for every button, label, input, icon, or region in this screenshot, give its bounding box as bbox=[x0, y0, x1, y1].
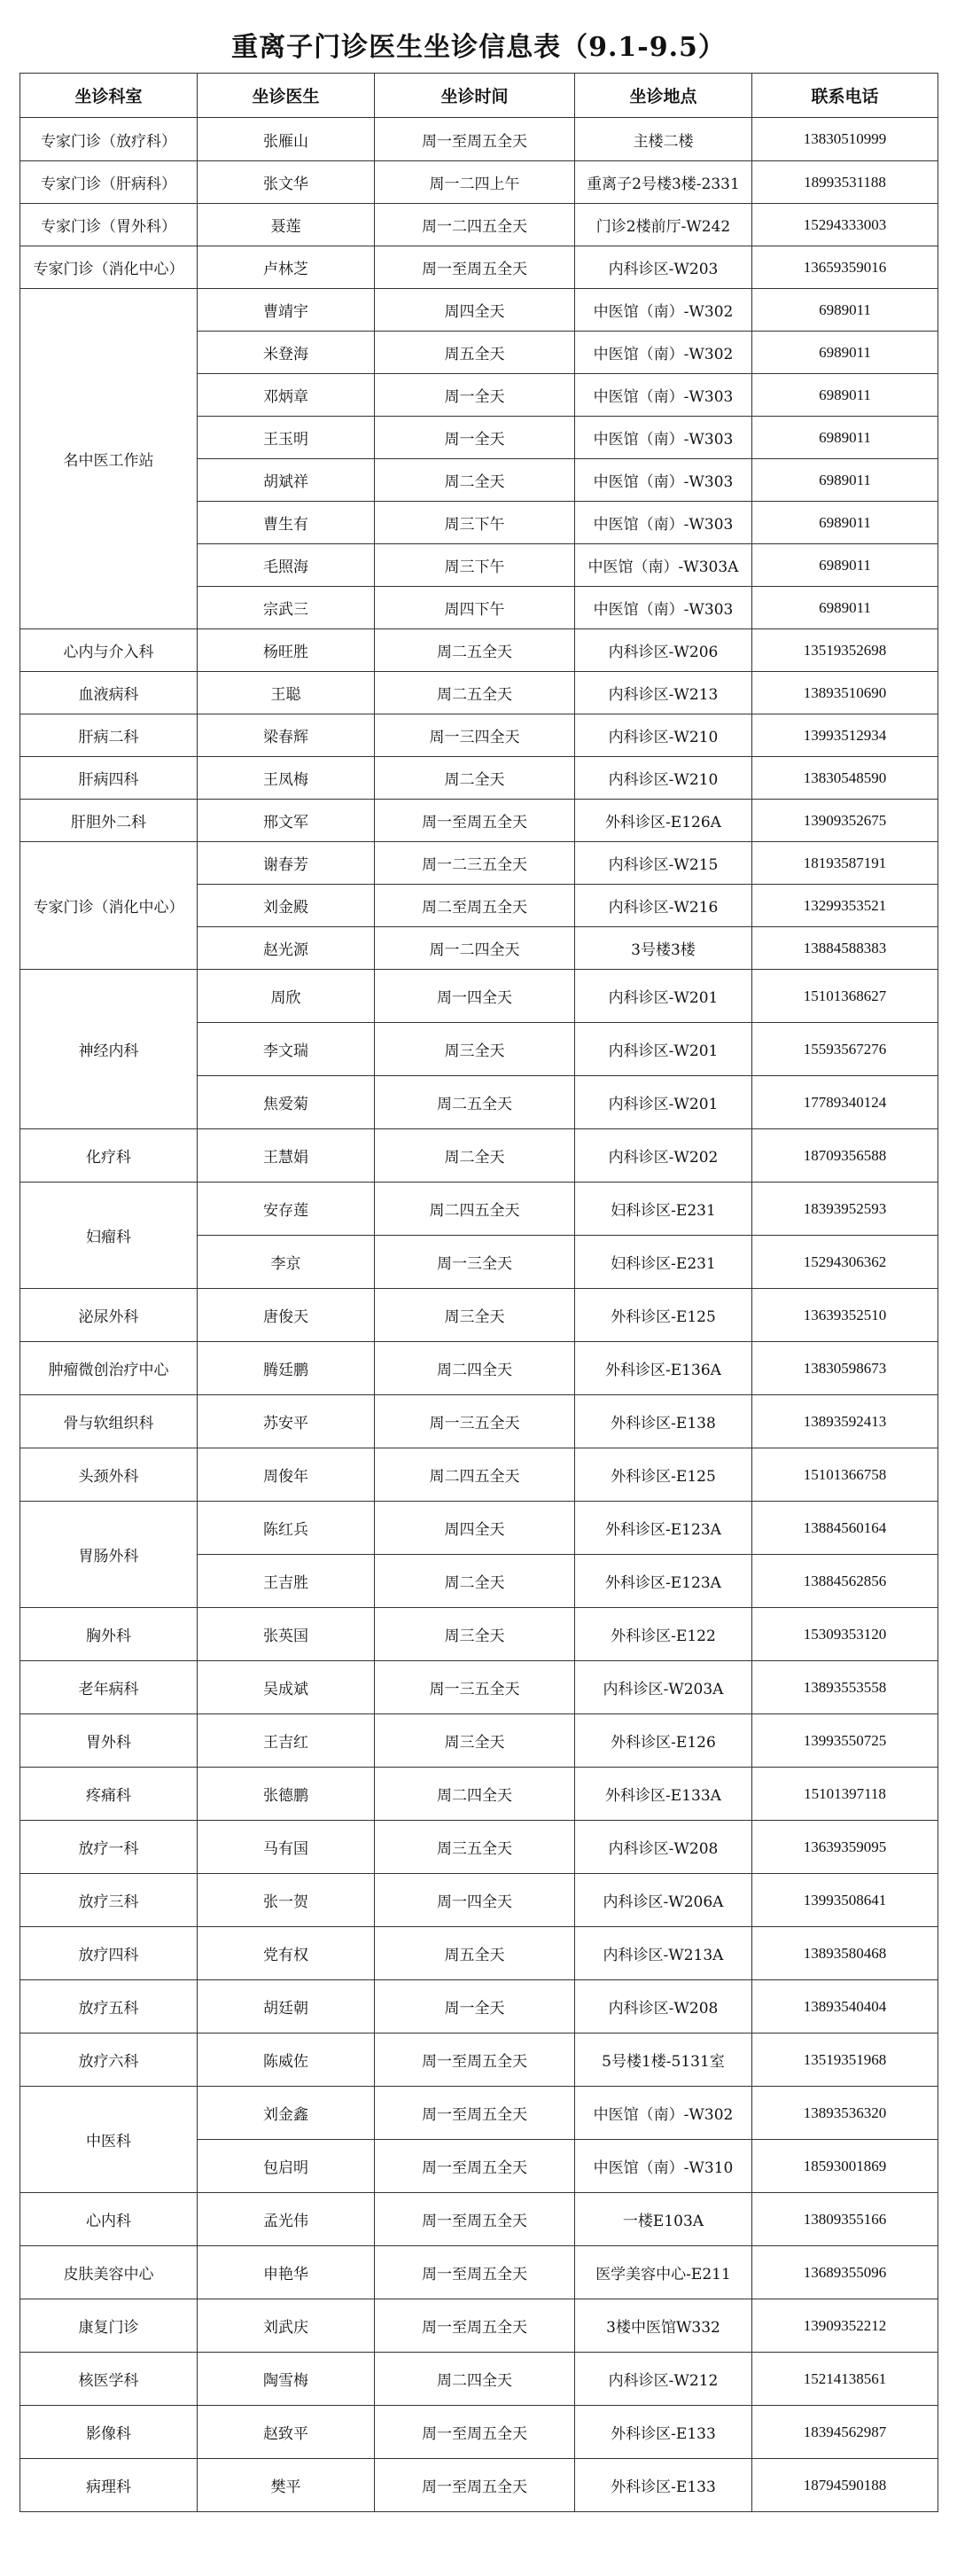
location-cell: 内科诊区-W203 bbox=[575, 246, 752, 289]
department-cell: 心内科 bbox=[20, 2193, 198, 2246]
doctor-cell: 曹生有 bbox=[198, 502, 375, 544]
location-cell: 妇科诊区-E231 bbox=[575, 1236, 752, 1289]
doctor-cell: 张德鹏 bbox=[198, 1768, 375, 1821]
phone-cell: 18393952593 bbox=[752, 1183, 938, 1236]
location-cell: 中医馆（南）-W302 bbox=[575, 2087, 752, 2140]
table-row bbox=[20, 1342, 938, 1395]
doctor-cell: 周俊年 bbox=[198, 1448, 375, 1502]
location-cell: 中医馆（南）-W302 bbox=[575, 332, 752, 374]
time-cell: 周二五全天 bbox=[375, 672, 575, 714]
time-cell: 周一至周五全天 bbox=[375, 2193, 575, 2246]
doctor-cell: 刘武庆 bbox=[198, 2299, 375, 2353]
phone-cell: 13830548590 bbox=[752, 757, 938, 800]
location-cell: 外科诊区-E133A bbox=[575, 1768, 752, 1821]
department-cell: 化疗科 bbox=[20, 1129, 198, 1183]
department-cell: 骨与软组织科 bbox=[20, 1395, 198, 1448]
doctor-cell: 樊平 bbox=[198, 2459, 375, 2512]
doctor-cell: 曹靖宇 bbox=[198, 289, 375, 332]
doctor-cell: 刘金鑫 bbox=[198, 2087, 375, 2140]
time-cell: 周一至周五全天 bbox=[375, 2246, 575, 2299]
location-cell: 内科诊区-W208 bbox=[575, 1821, 752, 1874]
department-cell: 放疗六科 bbox=[20, 2033, 198, 2087]
header-doctor: 坐诊医生 bbox=[198, 74, 375, 118]
doctor-cell: 陶雪梅 bbox=[198, 2353, 375, 2406]
table-row bbox=[20, 2193, 938, 2246]
department-cell: 影像科 bbox=[20, 2406, 198, 2459]
table-row bbox=[20, 2459, 938, 2512]
phone-cell: 13519352698 bbox=[752, 629, 938, 672]
phone-cell: 6989011 bbox=[752, 459, 938, 502]
phone-cell: 13993550725 bbox=[752, 1714, 938, 1768]
time-cell: 周二四全天 bbox=[375, 1768, 575, 1821]
location-cell: 内科诊区-W216 bbox=[575, 885, 752, 927]
department-cell: 心内与介入科 bbox=[20, 629, 198, 672]
time-cell: 周一至周五全天 bbox=[375, 2140, 575, 2193]
table-header bbox=[20, 74, 938, 118]
time-cell: 周一至周五全天 bbox=[375, 246, 575, 289]
doctor-cell: 杨旺胜 bbox=[198, 629, 375, 672]
phone-cell: 13830598673 bbox=[752, 1342, 938, 1395]
table-row bbox=[20, 2406, 938, 2459]
doctor-cell: 王玉明 bbox=[198, 417, 375, 459]
time-cell: 周五全天 bbox=[375, 332, 575, 374]
table-row bbox=[20, 1927, 938, 1980]
doctor-cell: 腾廷鹏 bbox=[198, 1342, 375, 1395]
department-cell: 疼痛科 bbox=[20, 1768, 198, 1821]
location-cell: 外科诊区-E125 bbox=[575, 1289, 752, 1342]
doctor-cell: 米登海 bbox=[198, 332, 375, 374]
table-row bbox=[20, 246, 938, 289]
department-cell: 专家门诊（消化中心） bbox=[20, 842, 198, 970]
time-cell: 周四全天 bbox=[375, 289, 575, 332]
location-cell: 外科诊区-E123A bbox=[575, 1502, 752, 1555]
location-cell: 外科诊区-E138 bbox=[575, 1395, 752, 1448]
location-cell: 外科诊区-E133 bbox=[575, 2406, 752, 2459]
table-row bbox=[20, 289, 938, 332]
table-row bbox=[20, 1608, 938, 1661]
phone-cell: 13639352510 bbox=[752, 1289, 938, 1342]
location-cell: 中医馆（南）-W303 bbox=[575, 502, 752, 544]
phone-cell: 13659359016 bbox=[752, 246, 938, 289]
phone-cell: 13893580468 bbox=[752, 1927, 938, 1980]
time-cell: 周一二三五全天 bbox=[375, 842, 575, 885]
time-cell: 周一三全天 bbox=[375, 1236, 575, 1289]
department-cell: 肝病二科 bbox=[20, 714, 198, 757]
doctor-cell: 张英国 bbox=[198, 1608, 375, 1661]
time-cell: 周一二四五全天 bbox=[375, 204, 575, 246]
header-time: 坐诊时间 bbox=[375, 74, 575, 118]
phone-cell: 15294333003 bbox=[752, 204, 938, 246]
table-row bbox=[20, 1448, 938, 1502]
department-cell: 皮肤美容中心 bbox=[20, 2246, 198, 2299]
table-row bbox=[20, 2246, 938, 2299]
time-cell: 周三五全天 bbox=[375, 1821, 575, 1874]
phone-cell: 15101368627 bbox=[752, 970, 938, 1023]
time-cell: 周一四全天 bbox=[375, 970, 575, 1023]
time-cell: 周一至周五全天 bbox=[375, 2087, 575, 2140]
doctor-cell: 胡廷朝 bbox=[198, 1980, 375, 2033]
doctor-cell: 赵致平 bbox=[198, 2406, 375, 2459]
location-cell: 内科诊区-W201 bbox=[575, 970, 752, 1023]
department-cell: 头颈外科 bbox=[20, 1448, 198, 1502]
table-row bbox=[20, 2299, 938, 2353]
location-cell: 外科诊区-E126A bbox=[575, 800, 752, 842]
location-cell: 中医馆（南）-W310 bbox=[575, 2140, 752, 2193]
location-cell: 内科诊区-W206A bbox=[575, 1874, 752, 1927]
doctor-cell: 马有国 bbox=[198, 1821, 375, 1874]
table-row bbox=[20, 2033, 938, 2087]
table-row bbox=[20, 1980, 938, 2033]
department-cell: 中医科 bbox=[20, 2087, 198, 2193]
table-row bbox=[20, 1289, 938, 1342]
doctor-cell: 陈威佐 bbox=[198, 2033, 375, 2087]
time-cell: 周二四五全天 bbox=[375, 1448, 575, 1502]
doctor-cell: 李京 bbox=[198, 1236, 375, 1289]
location-cell: 内科诊区-W201 bbox=[575, 1023, 752, 1076]
location-cell: 3楼中医馆W332 bbox=[575, 2299, 752, 2353]
phone-cell: 6989011 bbox=[752, 417, 938, 459]
time-cell: 周一至周五全天 bbox=[375, 2299, 575, 2353]
location-cell: 内科诊区-W213A bbox=[575, 1927, 752, 1980]
table-row bbox=[20, 2087, 938, 2140]
location-cell: 一楼E103A bbox=[575, 2193, 752, 2246]
doctor-cell: 谢春芳 bbox=[198, 842, 375, 885]
time-cell: 周一三五全天 bbox=[375, 1661, 575, 1714]
phone-cell: 13884560164 bbox=[752, 1502, 938, 1555]
doctor-cell: 党有权 bbox=[198, 1927, 375, 1980]
header-location: 坐诊地点 bbox=[575, 74, 752, 118]
doctor-cell: 包启明 bbox=[198, 2140, 375, 2193]
table-row bbox=[20, 118, 938, 161]
department-cell: 胃肠外科 bbox=[20, 1502, 198, 1608]
phone-cell: 15294306362 bbox=[752, 1236, 938, 1289]
table-body bbox=[20, 118, 938, 2512]
department-cell: 血液病科 bbox=[20, 672, 198, 714]
time-cell: 周一三四全天 bbox=[375, 714, 575, 757]
department-cell: 放疗三科 bbox=[20, 1874, 198, 1927]
time-cell: 周四下午 bbox=[375, 587, 575, 629]
time-cell: 周二五全天 bbox=[375, 629, 575, 672]
phone-cell: 17789340124 bbox=[752, 1076, 938, 1129]
doctor-cell: 吴成斌 bbox=[198, 1661, 375, 1714]
phone-cell: 13893536320 bbox=[752, 2087, 938, 2140]
department-cell: 肿瘤微创治疗中心 bbox=[20, 1342, 198, 1395]
department-cell: 老年病科 bbox=[20, 1661, 198, 1714]
doctor-cell: 安存莲 bbox=[198, 1183, 375, 1236]
time-cell: 周二四五全天 bbox=[375, 1183, 575, 1236]
location-cell: 外科诊区-E133 bbox=[575, 2459, 752, 2512]
time-cell: 周二至周五全天 bbox=[375, 885, 575, 927]
location-cell: 内科诊区-W201 bbox=[575, 1076, 752, 1129]
header-row bbox=[20, 74, 938, 118]
location-cell: 内科诊区-W206 bbox=[575, 629, 752, 672]
department-cell: 专家门诊（放疗科） bbox=[20, 118, 198, 161]
doctor-cell: 唐俊天 bbox=[198, 1289, 375, 1342]
location-cell: 外科诊区-E122 bbox=[575, 1608, 752, 1661]
doctor-cell: 聂莲 bbox=[198, 204, 375, 246]
phone-cell: 18794590188 bbox=[752, 2459, 938, 2512]
doctor-cell: 张一贺 bbox=[198, 1874, 375, 1927]
location-cell: 内科诊区-W215 bbox=[575, 842, 752, 885]
time-cell: 周一全天 bbox=[375, 417, 575, 459]
time-cell: 周五全天 bbox=[375, 1927, 575, 1980]
department-cell: 胃外科 bbox=[20, 1714, 198, 1768]
phone-cell: 6989011 bbox=[752, 502, 938, 544]
phone-cell: 13689355096 bbox=[752, 2246, 938, 2299]
doctor-cell: 周欣 bbox=[198, 970, 375, 1023]
time-cell: 周一二四全天 bbox=[375, 927, 575, 970]
location-cell: 中医馆（南）-W303 bbox=[575, 587, 752, 629]
doctor-cell: 苏安平 bbox=[198, 1395, 375, 1448]
time-cell: 周三下午 bbox=[375, 502, 575, 544]
table-row bbox=[20, 1768, 938, 1821]
doctor-cell: 刘金殿 bbox=[198, 885, 375, 927]
table-row bbox=[20, 1183, 938, 1236]
location-cell: 外科诊区-E125 bbox=[575, 1448, 752, 1502]
phone-cell: 13893540404 bbox=[752, 1980, 938, 2033]
phone-cell: 15309353120 bbox=[752, 1608, 938, 1661]
location-cell: 内科诊区-W213 bbox=[575, 672, 752, 714]
phone-cell: 13893592413 bbox=[752, 1395, 938, 1448]
department-cell: 胸外科 bbox=[20, 1608, 198, 1661]
doctor-cell: 孟光伟 bbox=[198, 2193, 375, 2246]
phone-cell: 18193587191 bbox=[752, 842, 938, 885]
doctor-cell: 王吉红 bbox=[198, 1714, 375, 1768]
location-cell: 外科诊区-E126 bbox=[575, 1714, 752, 1768]
time-cell: 周一至周五全天 bbox=[375, 800, 575, 842]
doctor-cell: 邓炳章 bbox=[198, 374, 375, 417]
time-cell: 周三全天 bbox=[375, 1289, 575, 1342]
department-cell: 妇瘤科 bbox=[20, 1183, 198, 1289]
header-phone: 联系电话 bbox=[752, 74, 938, 118]
department-cell: 肝病四科 bbox=[20, 757, 198, 800]
department-cell: 名中医工作站 bbox=[20, 289, 198, 629]
phone-cell: 18993531188 bbox=[752, 161, 938, 204]
phone-cell: 13519351968 bbox=[752, 2033, 938, 2087]
time-cell: 周一全天 bbox=[375, 1980, 575, 2033]
phone-cell: 18593001869 bbox=[752, 2140, 938, 2193]
header-department: 坐诊科室 bbox=[20, 74, 198, 118]
phone-cell: 15101397118 bbox=[752, 1768, 938, 1821]
location-cell: 门诊2楼前厅-W242 bbox=[575, 204, 752, 246]
doctor-cell: 张雁山 bbox=[198, 118, 375, 161]
department-cell: 神经内科 bbox=[20, 970, 198, 1129]
table-row bbox=[20, 842, 938, 885]
time-cell: 周一二四上午 bbox=[375, 161, 575, 204]
table-row bbox=[20, 2353, 938, 2406]
doctor-cell: 赵光源 bbox=[198, 927, 375, 970]
location-cell: 内科诊区-W212 bbox=[575, 2353, 752, 2406]
department-cell: 放疗四科 bbox=[20, 1927, 198, 1980]
location-cell: 医学美容中心-E211 bbox=[575, 2246, 752, 2299]
table-row bbox=[20, 1874, 938, 1927]
phone-cell: 13993512934 bbox=[752, 714, 938, 757]
phone-cell: 13909352675 bbox=[752, 800, 938, 842]
phone-cell: 6989011 bbox=[752, 544, 938, 587]
doctor-cell: 宗武三 bbox=[198, 587, 375, 629]
location-cell: 内科诊区-W202 bbox=[575, 1129, 752, 1183]
schedule-table bbox=[19, 73, 938, 2512]
location-cell: 3号楼3楼 bbox=[575, 927, 752, 970]
time-cell: 周三全天 bbox=[375, 1023, 575, 1076]
time-cell: 周一至周五全天 bbox=[375, 2033, 575, 2087]
phone-cell: 13909352212 bbox=[752, 2299, 938, 2353]
phone-cell: 13830510999 bbox=[752, 118, 938, 161]
table-row bbox=[20, 161, 938, 204]
location-cell: 外科诊区-E123A bbox=[575, 1555, 752, 1608]
phone-cell: 13893553558 bbox=[752, 1661, 938, 1714]
table-row bbox=[20, 800, 938, 842]
location-cell: 5号楼1楼-5131室 bbox=[575, 2033, 752, 2087]
doctor-cell: 焦爱菊 bbox=[198, 1076, 375, 1129]
table-row bbox=[20, 970, 938, 1023]
doctor-cell: 张文华 bbox=[198, 161, 375, 204]
phone-cell: 15214138561 bbox=[752, 2353, 938, 2406]
location-cell: 内科诊区-W208 bbox=[575, 1980, 752, 2033]
time-cell: 周一四全天 bbox=[375, 1874, 575, 1927]
location-cell: 中医馆（南）-W303 bbox=[575, 459, 752, 502]
doctor-cell: 毛照海 bbox=[198, 544, 375, 587]
phone-cell: 13893510690 bbox=[752, 672, 938, 714]
table-row bbox=[20, 1395, 938, 1448]
doctor-cell: 邢文军 bbox=[198, 800, 375, 842]
department-cell: 病理科 bbox=[20, 2459, 198, 2512]
location-cell: 外科诊区-E136A bbox=[575, 1342, 752, 1395]
doctor-cell: 梁春辉 bbox=[198, 714, 375, 757]
location-cell: 主楼二楼 bbox=[575, 118, 752, 161]
doctor-cell: 胡斌祥 bbox=[198, 459, 375, 502]
time-cell: 周一至周五全天 bbox=[375, 118, 575, 161]
department-cell: 康复门诊 bbox=[20, 2299, 198, 2353]
phone-cell: 18709356588 bbox=[752, 1129, 938, 1183]
phone-cell: 6989011 bbox=[752, 587, 938, 629]
department-cell: 肝胆外二科 bbox=[20, 800, 198, 842]
table-row bbox=[20, 1129, 938, 1183]
location-cell: 中医馆（南）-W303A bbox=[575, 544, 752, 587]
phone-cell: 18394562987 bbox=[752, 2406, 938, 2459]
doctor-cell: 王慧娟 bbox=[198, 1129, 375, 1183]
location-cell: 中医馆（南）-W303 bbox=[575, 374, 752, 417]
table-row bbox=[20, 1502, 938, 1555]
department-cell: 专家门诊（胃外科） bbox=[20, 204, 198, 246]
location-cell: 重离子2号楼3楼-2331 bbox=[575, 161, 752, 204]
phone-cell: 6989011 bbox=[752, 332, 938, 374]
phone-cell: 13299353521 bbox=[752, 885, 938, 927]
time-cell: 周二全天 bbox=[375, 459, 575, 502]
location-cell: 内科诊区-W210 bbox=[575, 757, 752, 800]
department-cell: 专家门诊（肝病科） bbox=[20, 161, 198, 204]
table-row bbox=[20, 629, 938, 672]
table-row bbox=[20, 714, 938, 757]
table-row bbox=[20, 757, 938, 800]
table-row bbox=[20, 1714, 938, 1768]
time-cell: 周一全天 bbox=[375, 374, 575, 417]
doctor-cell: 卢林芝 bbox=[198, 246, 375, 289]
time-cell: 周二四全天 bbox=[375, 2353, 575, 2406]
phone-cell: 15593567276 bbox=[752, 1023, 938, 1076]
table-row bbox=[20, 672, 938, 714]
department-cell: 泌尿外科 bbox=[20, 1289, 198, 1342]
phone-cell: 13639359095 bbox=[752, 1821, 938, 1874]
table-row bbox=[20, 1661, 938, 1714]
time-cell: 周三全天 bbox=[375, 1608, 575, 1661]
location-cell: 中医馆（南）-W302 bbox=[575, 289, 752, 332]
phone-cell: 13884562856 bbox=[752, 1555, 938, 1608]
phone-cell: 6989011 bbox=[752, 374, 938, 417]
time-cell: 周一三五全天 bbox=[375, 1395, 575, 1448]
location-cell: 中医馆（南）-W303 bbox=[575, 417, 752, 459]
location-cell: 内科诊区-W210 bbox=[575, 714, 752, 757]
time-cell: 周二四全天 bbox=[375, 1342, 575, 1395]
department-cell: 放疗五科 bbox=[20, 1980, 198, 2033]
doctor-cell: 王吉胜 bbox=[198, 1555, 375, 1608]
table-row bbox=[20, 204, 938, 246]
doctor-cell: 陈红兵 bbox=[198, 1502, 375, 1555]
time-cell: 周一至周五全天 bbox=[375, 2459, 575, 2512]
time-cell: 周二全天 bbox=[375, 757, 575, 800]
location-cell: 内科诊区-W203A bbox=[575, 1661, 752, 1714]
department-cell: 放疗一科 bbox=[20, 1821, 198, 1874]
department-cell: 专家门诊（消化中心） bbox=[20, 246, 198, 289]
time-cell: 周二全天 bbox=[375, 1129, 575, 1183]
time-cell: 周二五全天 bbox=[375, 1076, 575, 1129]
time-cell: 周一至周五全天 bbox=[375, 2406, 575, 2459]
time-cell: 周三全天 bbox=[375, 1714, 575, 1768]
phone-cell: 13884588383 bbox=[752, 927, 938, 970]
table-row bbox=[20, 1821, 938, 1874]
doctor-cell: 申艳华 bbox=[198, 2246, 375, 2299]
time-cell: 周四全天 bbox=[375, 1502, 575, 1555]
page-title: 重离子门诊医生坐诊信息表（9.1-9.5） bbox=[231, 32, 726, 63]
phone-cell: 13993508641 bbox=[752, 1874, 938, 1927]
department-cell: 核医学科 bbox=[20, 2353, 198, 2406]
doctor-cell: 李文瑞 bbox=[198, 1023, 375, 1076]
phone-cell: 6989011 bbox=[752, 289, 938, 332]
phone-cell: 15101366758 bbox=[752, 1448, 938, 1502]
time-cell: 周二全天 bbox=[375, 1555, 575, 1608]
phone-cell: 13809355166 bbox=[752, 2193, 938, 2246]
doctor-cell: 王凤梅 bbox=[198, 757, 375, 800]
time-cell: 周三下午 bbox=[375, 544, 575, 587]
doctor-cell: 王聪 bbox=[198, 672, 375, 714]
location-cell: 妇科诊区-E231 bbox=[575, 1183, 752, 1236]
